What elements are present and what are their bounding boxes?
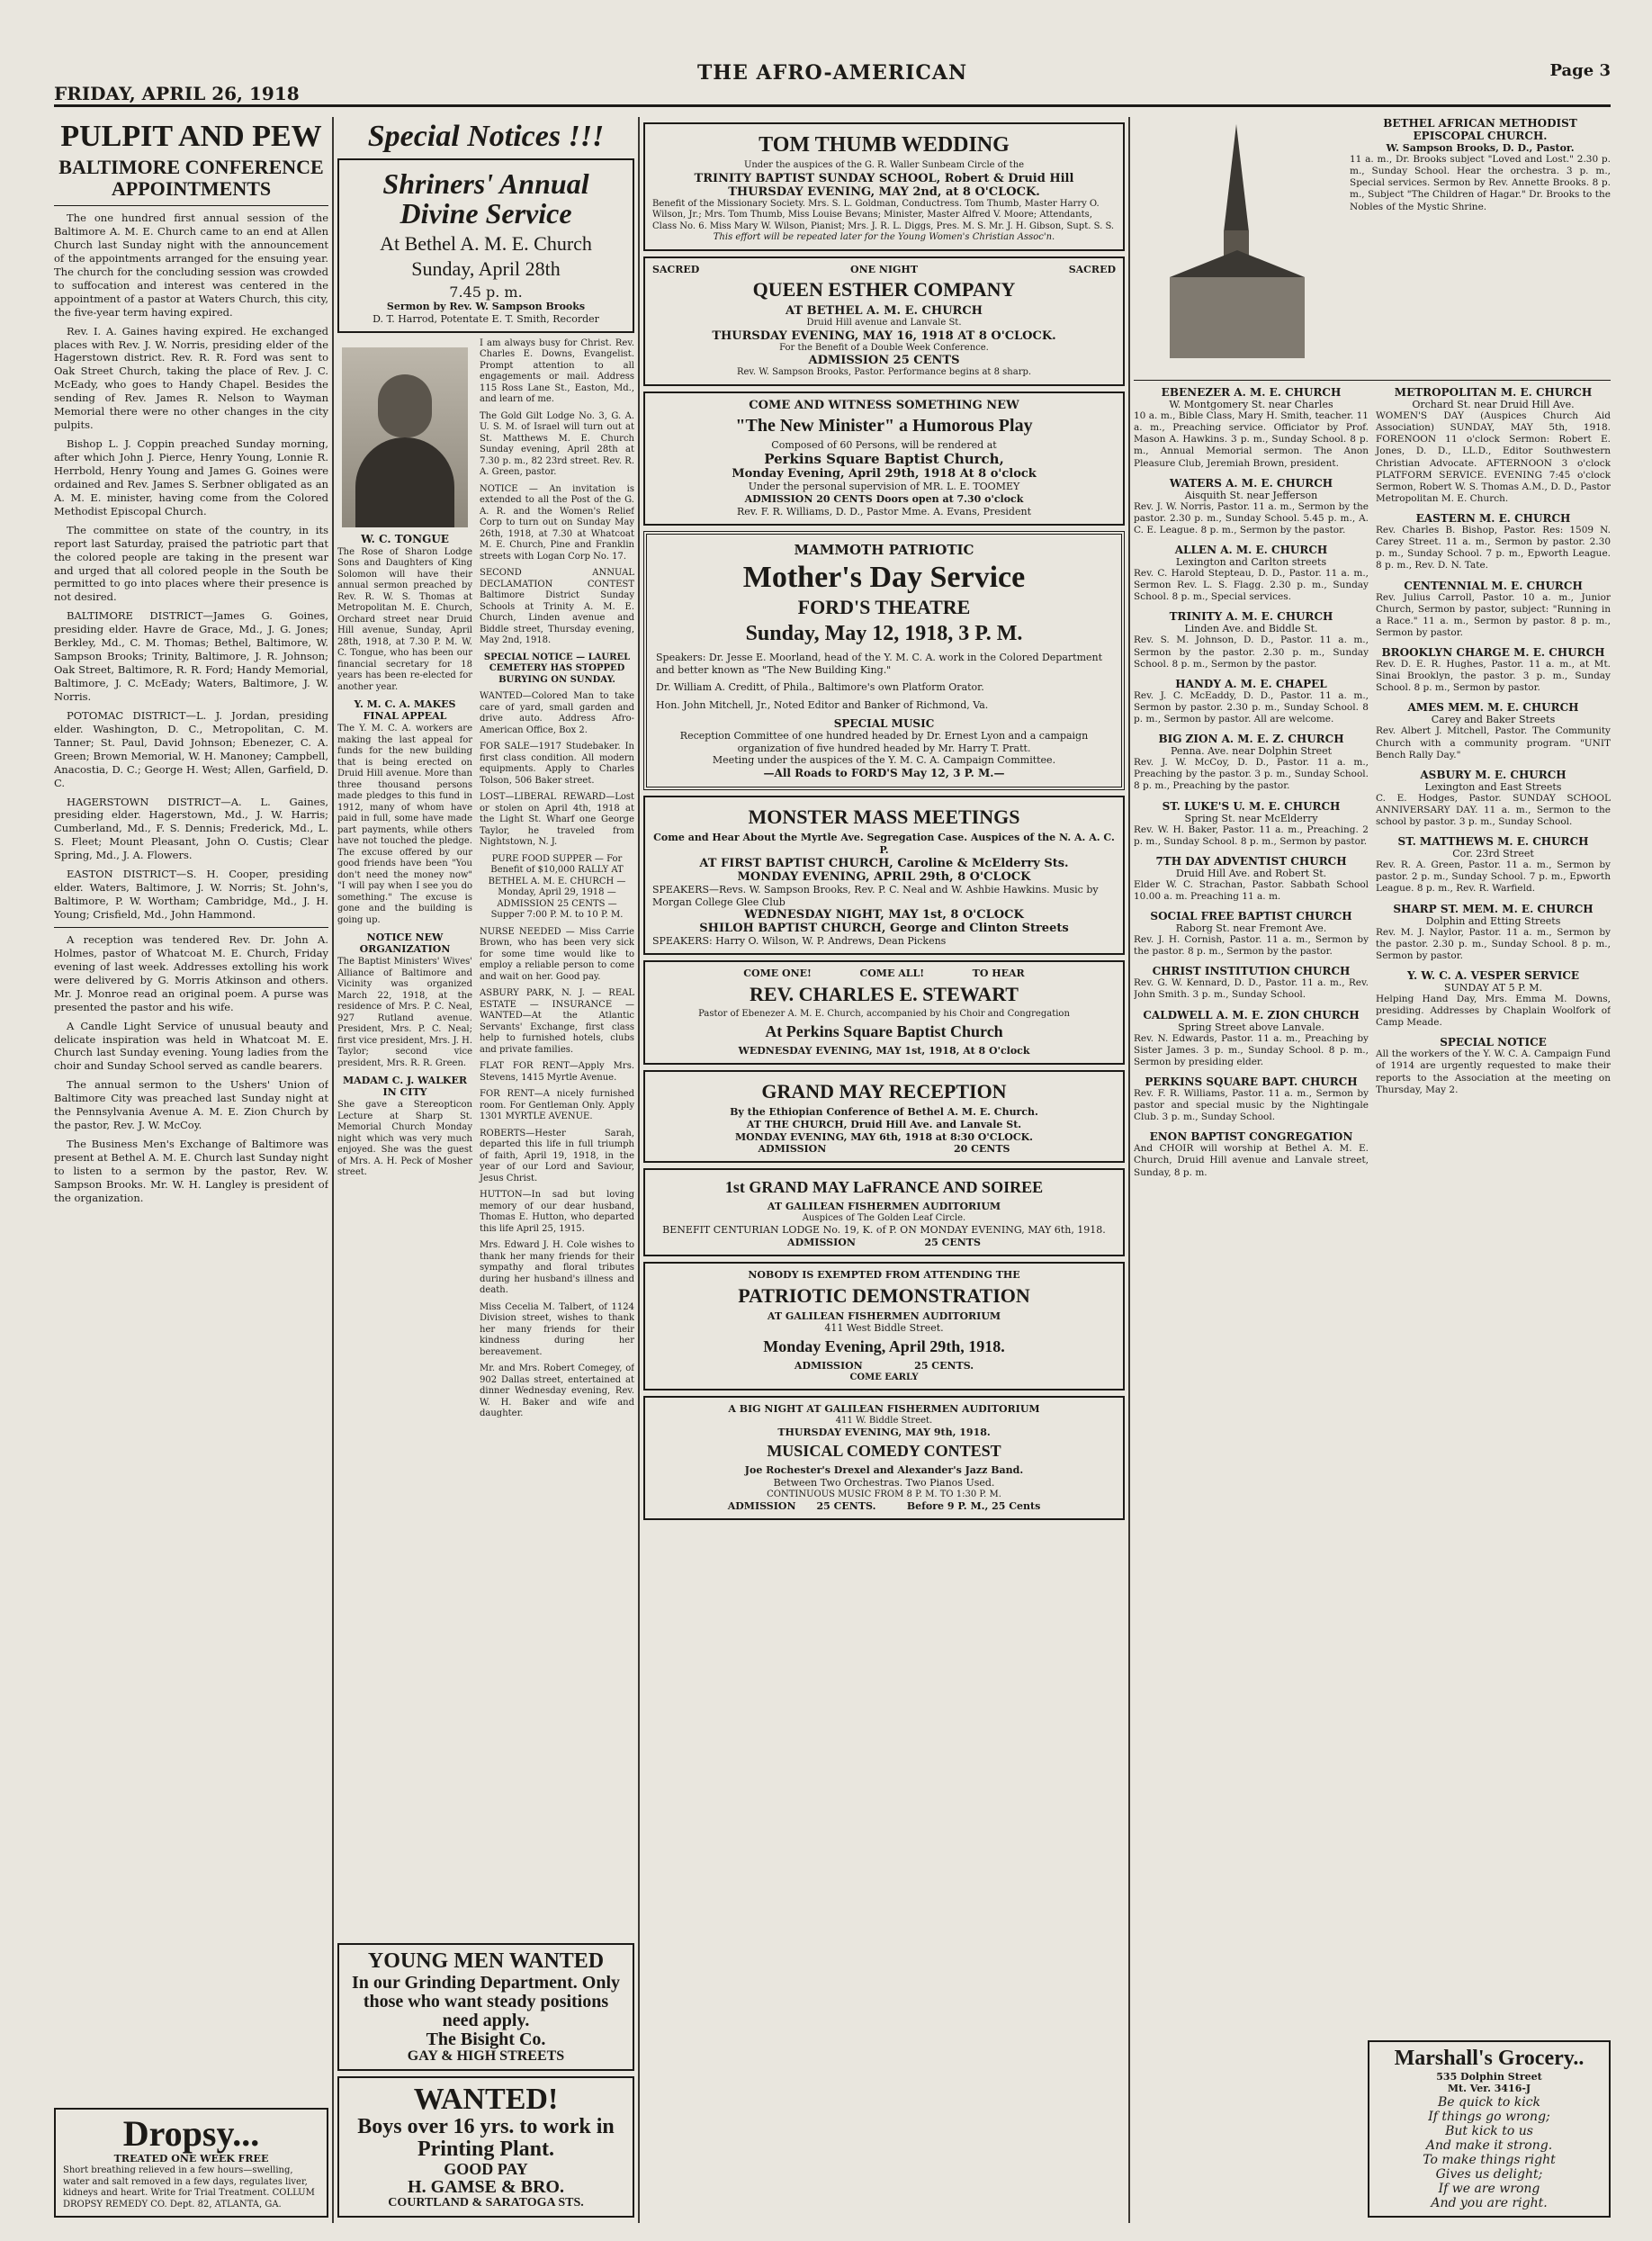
tongue-text: The Rose of Sharon Lodge Sons and Daughters of King Solomon will have their annual sermon preached by Rev. R. W. S. Thomas at Metropolitan M. E. Church, Orchard street near Druid Hill avenue, Sunday, April 28th, 1918, at 7.30 P. M. W. C. Tongue, who has been our financial secretary for 18 years has been re-elected for another year. (337, 546, 472, 692)
patriotic-top: NOBODY IS EXEMPTED FROM ATTENDING THE (748, 1268, 1020, 1281)
grand-may-admission: ADMISSION 20 CENTS (758, 1143, 1010, 1156)
marshall-grocery-ad (1368, 2040, 1611, 2218)
column-divider (1128, 117, 1130, 2223)
verse-line: But kick to us (1445, 2124, 1533, 2138)
church-text: 10 a. m., Bible Class, Mary H. Smith, teacher. 11 a. m., Preaching service. Officiator by Prof. Mason A. Hawkins. 3 p. m., Sunday School. 8 p. m., Annual Memorial sermon. The Anon Pleasure Club, Jeremiah Brown, president. (1134, 410, 1369, 469)
classified: ROBERTS—Hester Sarah, departed this life in full triumph of faith, April 19, 1918, in the year of our Lord and Saviour, Jesus Christ. (480, 1128, 634, 1184)
tom-thumb-title: TOM THUMB WEDDING (759, 133, 1010, 157)
mass-meetings-title: MONSTER MASS MEETINGS (748, 806, 1020, 829)
patriotic-place: AT GALILEAN FISHERMEN AUDITORIUM (767, 1310, 1001, 1322)
classified: FLAT FOR RENT—Apply Mrs. Stevens, 1415 Myrtle Avenue. (480, 1061, 634, 1083)
church-entry (1376, 512, 1611, 572)
notices-subcol-right (480, 338, 634, 1426)
dropsy-title: Dropsy... (122, 2113, 260, 2155)
church-name: Y. W. C. A. VESPER SERVICE (1406, 968, 1580, 982)
portrait-photo (342, 347, 468, 527)
shriners-sermon: Sermon by Rev. W. Sampson Brooks (386, 301, 586, 313)
stewart-date: WEDNESDAY EVENING, MAY 1st, 1918, At 8 O'clock (738, 1045, 1030, 1058)
church-name: WATERS A. M. E. CHURCH (1169, 476, 1333, 490)
church-text: C. E. Hodges, Pastor. SUNDAY SCHOOL ANNIVERSARY DAY. 11 a. m., Sermon to the school by pastor. 3 p. m., Sunday School. (1376, 792, 1611, 827)
issue-date: FRIDAY, APRIL 26, 1918 (54, 83, 300, 104)
mass-meetings-ad (643, 796, 1125, 955)
lafrance-date: BENEFIT CENTURIAN LODGE No. 19, K. of P. ON MONDAY EVENING, MAY 6th, 1918. (662, 1224, 1106, 1237)
church-name: EASTERN M. E. CHURCH (1415, 512, 1571, 525)
classified: NURSE NEEDED — Miss Carrie Brown, who has been very sick for some time would like to employ a reliable person to come and wait on her. Good pay. (480, 926, 634, 982)
column-notices (337, 117, 634, 2223)
big-night-band: Joe Rochester's Drexel and Alexander's Jazz Band. (744, 1464, 1024, 1477)
big-night-ad (643, 1396, 1125, 1520)
grand-may-date: MONDAY EVENING, MAY 6th, 1918 at 8:30 O'CLOCK. (735, 1130, 1033, 1143)
church-text: Rev. J. H. Cornish, Pastor. 11 a. m., Sermon by the pastor. 8 p. m., Sermon by the pastor. (1134, 934, 1369, 958)
church-name: SHARP ST. MEM. M. E. CHURCH (1393, 902, 1594, 915)
mothers-day-top: MAMMOTH PATRIOTIC (794, 541, 974, 558)
classified: The Gold Gilt Lodge No. 3, G. A. U. S. M. of Israel will turn out at St. Matthews M. E. Church Sunday evening, April 28th at 7.30 p. m., 82 23rd street. Rev. R. A. Green, pastor. (480, 410, 634, 478)
church-text: Elder W. C. Strachan, Pastor. Sabbath School 10.00 a. m. Preaching 11 a. m. (1134, 878, 1369, 902)
mass-meetings-place2: SHILOH BAPTIST CHURCH, George and Clinton Streets (699, 922, 1069, 936)
bethel-church (1350, 117, 1611, 367)
classified: HUTTON—In sad but loving memory of our dear husband, Thomas E. Hutton, who departed this life April 25, 1915. (480, 1190, 634, 1234)
church-name: CALDWELL A. M. E. ZION CHURCH (1143, 1008, 1360, 1022)
lafrance-place: AT GALILEAN FISHERMEN AUDITORIUM (767, 1201, 1001, 1212)
stewart-ad (643, 960, 1125, 1065)
tom-thumb-footer: This effort will be repeated later for the Young Women's Christian Assoc'n. (713, 232, 1055, 243)
mothers-day-speaker: Speakers: Dr. Jesse E. Moorland, head of the Y. M. C. A. work in the Colored Department and better known as "The New Building King." (656, 651, 1103, 676)
big-night-music: CONTINUOUS MUSIC FROM 8 P. M. TO 1:30 P. M. (767, 1489, 1001, 1499)
church-text: Rev. C. Harold Stepteau, D. D., Pastor. 11 a. m., Sermon Rev. L. S. Flagg. 2.30 p. m., Sunday School. 8 p. m., Special services. (1134, 568, 1369, 603)
notices-title: Special Notices !!! (367, 120, 605, 153)
patriotic-addr: 411 West Biddle Street. (824, 1322, 944, 1335)
lafrance-title: 1st GRAND MAY LaFRANCE AND SOIREE (724, 1178, 1044, 1197)
young-men-address: GAY & HIGH STREETS (407, 2048, 565, 2064)
church-name: EBENEZER A. M. E. CHURCH (1161, 386, 1342, 399)
classified: NOTICE — An invitation is extended to all the Post of the G. A. R. and the Women's Relief Corp to turn out on Sunday May 26th, 1918, at 7.30 at Whatcoat M. E. Church, Pine and Franklin streets with Logan Corp No. 17. (480, 483, 634, 562)
grand-may-ad (643, 1070, 1125, 1163)
new-minister-dir: Under the personal supervision of MR. L. E. TOOMEY (748, 481, 1020, 493)
column-divider (332, 117, 334, 2223)
church-entry (1134, 1130, 1369, 1178)
church-name: ASBURY M. E. CHURCH (1420, 768, 1567, 781)
wanted-title: WANTED! (413, 2083, 559, 2117)
classified: WANTED—Colored Man to take care of yard, small garden and drive auto. Address Afro-American Office, Box 2. (480, 691, 634, 735)
verse-line: If we are wrong (1438, 2182, 1540, 2196)
paragraph: POTOMAC DISTRICT—L. J. Jordan, presiding elder. Washington, D. C., Metropolitan, C. M. Tanner; St. Paul, David Johnson; Ebenezer, C. A. Green; Brown Memorial, W. H. Manoney; Campbell, Anacostia, D. C.; George H. West; Allen, Garfield, D. C. (54, 708, 328, 789)
marshall-address: 535 Dolphin Street (1436, 2070, 1542, 2083)
church-name: BIG ZION A. M. E. Z. CHURCH (1158, 733, 1344, 746)
classified: Mrs. Edward J. H. Cole wishes to thank her many friends for their sympathy and floral tributes during her husband's illness and death. (480, 1240, 634, 1296)
church-address: Linden Ave. and Biddle St. (1184, 623, 1318, 635)
newspaper-title: THE AFRO-AMERICAN (696, 61, 968, 85)
tom-thumb-church: TRINITY BAPTIST SUNDAY SCHOOL, Robert & Druid Hill (694, 171, 1074, 185)
queen-esther-admission: ADMISSION 25 CENTS (808, 354, 960, 368)
paragraph: The one hundred first annual session of the Baltimore A. M. E. Church came to an end at Allen Church last Sunday night with the announcement of the appointments arranged for the ensuing year. The church for the concluding session was crowded to suffocation and interest was centered in the appointment of a pastor at Waters Church, this city, the five-year term having expired. (54, 212, 328, 319)
church-address: Druid Hill Ave. and Robert St. (1175, 867, 1327, 879)
church-entry (1376, 646, 1611, 694)
tom-thumb-line1: Under the auspices of the G. R. Waller Sunbeam Circle of the (743, 160, 1025, 171)
stewart-title: REV. CHARLES E. STEWART (750, 982, 1019, 1005)
shriners-time: 7.45 p. m. (449, 284, 523, 302)
church-address: Aisquith St. near Jefferson (1184, 489, 1318, 501)
verse-line: To make things right (1423, 2153, 1556, 2167)
mothers-day-ad (643, 531, 1125, 791)
grand-may-title: GRAND MAY RECEPTION (761, 1080, 1007, 1103)
wanted-text: Boys over 16 yrs. to work in Printing Plant. (357, 2115, 615, 2162)
divider (1134, 380, 1611, 381)
paragraph: The Business Men's Exchange of Baltimore was present at Bethel A. M. E. Church last Sunday night to listen to a sermon by the pastor, Rev. W. Sampson Brooks. Mr. W. H. Langley is president of the organization. (54, 1138, 328, 1204)
org-text: The Baptist Ministers' Wives' Alliance of Baltimore and Vicinity was organized March 22, 1918, at the residence of Mrs. P. C. Neal, 927 Rutland avenue. President, Mrs. P. C. Neal; first vice president, Mrs. J. H. Taylor; second vice president, Mrs. R. R. Green. (337, 957, 472, 1068)
queen-esther-right: SACRED (1068, 263, 1116, 275)
church-text: And CHOIR will worship at Bethel A. M. E. Church, Druid Hill avenue and Lanvale street, Sunday, 8 p. m. (1134, 1143, 1369, 1178)
church-name: ST. MATTHEWS M. E. CHURCH (1397, 835, 1589, 849)
paragraph: The committee on state of the country, in its report last Saturday, praised the patriotic part that the colored people are taking in the present war and urged that all colored people in the South be permitted to go into places where their presence is not desired. (54, 523, 328, 604)
new-minister-title: "The New Minister" a Humorous Play (735, 415, 1033, 436)
verse-line: If things go wrong; (1428, 2110, 1550, 2124)
paragraph: BALTIMORE DISTRICT—James G. Goines, presiding elder. Havre de Grace, Md., J. G. Jones; Berkley, Md., C. M. Thomas; Bethel, Baltimore, W. Sampson Brooks; Trinity, Baltimore, J. R. Johnson; Oak Street, Baltimore, R. R. Ford; Handy Memorial, Baltimore, J. C. McEady; Waters, Baltimore, J. W. Norris. (54, 609, 328, 703)
paragraph: Rev. I. A. Gaines having expired. He exchanged places with Rev. J. W. Norris, presiding elder of the Hagerstown district. Rev. R. R. Ford was sent to Oak Street Church, taking the place of Rev. J. C. McEady, who goes to Handy Chapel. Besides the sending of Rev. James R. Nelson to Wayman Memorial there were no other changes in the city pulpits. (54, 324, 328, 432)
big-night-orch: Between Two Orchestras. Two Pianos Used. (773, 1476, 995, 1489)
young-men-ad (337, 1943, 634, 2071)
grand-may-place: AT THE CHURCH, Druid Hill Ave. and Lanvale St. (746, 1118, 1022, 1130)
classified: SECOND ANNUAL DECLAMATION CONTEST Baltimore District Sunday Schools at Trinity A. M. E. Church, Linden avenue and Biddle street, Thursday evening, May 2nd, 1918. (480, 568, 634, 646)
church-entry (1134, 610, 1369, 670)
church-address: Lexington and Carlton streets (1175, 556, 1327, 568)
big-night-contest: MUSICAL COMEDY CONTEST (767, 1442, 1001, 1461)
shriners-date: Sunday, April 28th (411, 257, 561, 281)
queen-esther-top: ONE NIGHT (849, 263, 919, 275)
verse-line: And make it strong. (1425, 2138, 1553, 2153)
bethel-name: BETHEL AFRICAN METHODIST EPISCOPAL CHURCH. (1383, 117, 1577, 142)
marshall-phone: Mt. Ver. 3416-J (1447, 2083, 1531, 2095)
church-entry (1134, 678, 1369, 725)
mass-meetings-sub: Come and Hear About the Myrtle Ave. Segregation Case. Auspices of the N. A. A. C. P. (653, 832, 1115, 857)
church-name: ENON BAPTIST CONGREGATION (1149, 1130, 1353, 1144)
church-entry (1134, 965, 1369, 1001)
marshall-verse (1377, 2095, 1602, 2210)
shriners-place: At Bethel A. M. E. Church (380, 231, 592, 255)
stewart-sub: Pastor of Ebenezer A. M. E. Church, accompanied by his Choir and Congregation (698, 1008, 1070, 1019)
new-minister-line: Composed of 60 Persons, will be rendered at (771, 438, 997, 451)
patriotic-date: Monday Evening, April 29th, 1918. (763, 1337, 1005, 1356)
tom-thumb-detail: Benefit of the Missionary Society. Mrs. S. L. Goldman, Conductress. Tom Thumb, Master Harry O. Wilson, Jr.; Mrs. Tom Thumb, Miss Louise Bevans; Minister, Master Alfred V. Moore; Attendants, Class No. 6. Miss Mary W. Wilson, Pianist; Mrs. J. R. L. Diggs, Pres. M. S. Mr. J. H. Gibson, Supt. S. S. (652, 198, 1115, 231)
stewart-place: At Perkins Square Baptist Church (765, 1022, 1003, 1041)
lafrance-ad (643, 1168, 1125, 1256)
church-text: Helping Hand Day, Mrs. Emma M. Downs, presiding. Addresses by Chaplain Woolfork of Camp Meade. (1376, 993, 1611, 1029)
church-listings-right (1376, 386, 1611, 1186)
big-night-addr: 411 W. Biddle Street. (835, 1415, 933, 1426)
ymca-head: Y. M. C. A. MAKES FINAL APPEAL (354, 698, 456, 723)
lafrance-auspices: Auspices of The Golden Leaf Circle. (802, 1212, 966, 1223)
church-name: SOCIAL FREE BAPTIST CHURCH (1150, 910, 1352, 922)
church-text: Rev. R. A. Green, Pastor. 11 a. m., Sermon by pastor. 2 p. m., Sunday School. 7 p. m., Epworth League. 8 p. m., Rev. R. Warfield. (1376, 860, 1611, 895)
church-address: Orchard St. near Druid Hill Ave. (1412, 399, 1575, 410)
big-night-title: A BIG NIGHT AT GALILEAN FISHERMEN AUDITORIUM (728, 1403, 1040, 1416)
church-entry (1134, 544, 1369, 603)
queen-esther-pastor: Rev. W. Sampson Brooks, Pastor. Performance begins at 8 sharp. (736, 367, 1032, 378)
new-minister-admission: ADMISSION 20 CENTS Doors open at 7.30 o'clock (744, 493, 1024, 506)
church-text: Rev. J. W. McCoy, D. D., Pastor. 11 a. m., Preaching by the pastor. 3 p. m., Sunday School. 8 p. m., Preaching by the pastor. (1134, 757, 1369, 792)
church-entry (1376, 386, 1611, 505)
article-body (54, 212, 328, 1205)
grand-may-sub: By the Ethiopian Conference of Bethel A. M. E. Church. (730, 1106, 1038, 1119)
notices-subcol-left (337, 338, 472, 1426)
church-text: Rev. M. J. Naylor, Pastor. 11 a. m., Sermon by the pastor. 2.30 p. m., Sunday School. 8 p. m., Sermon by pastor. (1376, 926, 1611, 961)
church-address: Dolphin and Etting Streets (1425, 914, 1561, 927)
walker-text: She gave a Stereopticon Lecture at Sharp St. Memorial Church Monday night which was very much enjoyed. She was the guest of Mrs. A. H. Peck of Mosher street. (337, 1100, 472, 1178)
org-head: NOTICE NEW ORGANIZATION (359, 932, 451, 956)
church-address: Spring St. near McElderry (1184, 812, 1318, 824)
young-men-text: In our Grinding Department. Only those who want steady positions need apply. (352, 1972, 620, 2030)
classified: FOR RENT—A nicely furnished room. For Gentleman Only. Apply 1301 MYRTLE AVENUE. (480, 1089, 634, 1122)
column-divider (638, 117, 640, 2223)
paragraph: A reception was tendered Rev. Dr. John A. Holmes, pastor of Whatcoat M. E. Church, Friday evening of last week. Addresses extolling his work were delivered by G. Morris Atkinson and others. Mr. J. Monroe read an original poem. A purse was presented the pastor and his wife. (54, 932, 328, 1013)
new-minister-ad (643, 392, 1125, 526)
church-name: METROPOLITAN M. E. CHURCH (1394, 386, 1593, 399)
mass-meetings-speakers2: SPEAKERS: Harry O. Wilson, W. P. Andrews, Dean Pickens (652, 935, 947, 948)
church-entry (1134, 386, 1369, 470)
queen-esther-place: AT BETHEL A. M. E. CHURCH (786, 304, 983, 319)
classified: FOR SALE—1917 Studebaker. In first class condition. All modern equipments. Apply to Charles Tolson, 506 Baker street. (480, 742, 634, 786)
masthead-rule (54, 104, 1611, 107)
church-text: Rev. S. M. Johnson, D. D., Pastor. 11 a. m., Sermon by the pastor. 2.30 p. m., Sunday School. 8 p. m., Sermon by the pastor. (1134, 634, 1369, 670)
church-entry (1134, 910, 1369, 958)
paragraph: Bishop L. J. Coppin preached Sunday morning, after which John J. Pierce, Henry Young, Lonnie R. Herrbold, Henry Young and James G. Goines were ordained and Rev. James S. Serbner obligated as an A. M. E. minister, having come from the Colored Methodist Episcopal Church. (54, 437, 328, 518)
church-address: Cor. 23rd Street (1452, 848, 1534, 860)
church-text: Rev. Albert J. Mitchell, Pastor. The Community Church with a community program. "UNIT Bench Rally Day." (1376, 725, 1611, 760)
mass-meetings-speakers1: SPEAKERS—Revs. W. Sampson Brooks, Rev. P. C. Neal and W. Ashbie Hawkins. Music by Morgan College Glee Club (652, 883, 1099, 908)
bethel-section (1134, 117, 1611, 374)
church-entry (1134, 855, 1369, 903)
mothers-day-special: SPECIAL MUSIC (833, 716, 935, 730)
col2-bottom-ads (337, 1938, 634, 2223)
church-entry (1376, 969, 1611, 1029)
big-night-admission: ADMISSION 25 CENTS. Before 9 P. M., 25 Cents (727, 1500, 1041, 1513)
column-events (643, 117, 1125, 2223)
paragraph: A Candle Light Service of unusual beauty and delicate inspiration was held in Whatcoat M. E. Church last Sunday evening. Young ladies from the choir and Sunday School served as candle bearers. (54, 1019, 328, 1073)
church-entry (1376, 580, 1611, 640)
walker-head: MADAM C. J. WALKER IN CITY (342, 1075, 468, 1099)
new-minister-footer: Rev. F. R. Williams, D. D., Pastor Mme. A. Evans, President (737, 505, 1031, 518)
queen-esther-left: SACRED (652, 263, 700, 275)
church-entry (1376, 903, 1611, 962)
classified: ASBURY PARK, N. J. — REAL ESTATE — INSURANCE — WANTED—At the Atlantic Servants' Exchange, first class help to furnished hotels, clubs and private families. (480, 988, 634, 1055)
column-church-directory (1134, 117, 1611, 2223)
classified: LOST—LIBERAL REWARD—Lost or stolen on April 4th, 1918 at the Light St. Wharf one George Taylor, he traveled from Nightstown, N. J. (480, 792, 634, 848)
church-name: HANDY A. M. E. CHAPEL (1175, 677, 1327, 690)
divider (54, 927, 328, 928)
ymca-text: The Y. M. C. A. workers are making the last appeal for funds for the new building that is being erected on Druid Hill avenue. More than three thousand persons made pledges to this fund in 1912, many of whom have paid in full, some have made part payments, while others have not touched the pledge. The excuse offered by our good friends have been "You don't need the money now" "I will pay when I see you do something." The excuse is gone and the building is going up. (337, 724, 472, 925)
mothers-day-committee: Reception Committee of one hundred headed by Dr. Ernest Lyon and a campaign organization of five hundred headed by Mr. Harry T. Pratt. (679, 729, 1089, 754)
church-text: WOMEN'S DAY (Auspices Church Aid Association) SUNDAY, MAY 5th, 1918. FORENOON 11 o'clock Sermon: Robert E. Jones, D. D., LL.D., Editor Southwestern Christian Advocate. AFTERNOON 3 o'clock PLATFORM SERVICE. EVENING 7:45 o'clock Sermon, Robert W. S. Thomas A.M., D. D., Pastor Metropolitan M. E. Church. (1376, 410, 1611, 504)
church-entry (1134, 1009, 1369, 1068)
church-name: BROOKLYN CHARGE M. E. CHURCH (1381, 646, 1605, 659)
church-entry (1376, 769, 1611, 828)
church-entry (1376, 701, 1611, 760)
church-address: Spring Street above Lanvale. (1178, 1021, 1324, 1033)
mass-meetings-date1: MONDAY EVENING, APRIL 29th, 8 O'CLOCK (737, 869, 1031, 884)
notices-split (337, 338, 634, 1426)
church-name: SPECIAL NOTICE (1440, 1036, 1547, 1049)
queen-esther-title: QUEEN ESTHER COMPANY (752, 277, 1016, 301)
mass-meetings-date2: WEDNESDAY NIGHT, MAY 1st, 8 O'CLOCK (744, 908, 1024, 922)
classified: Mr. and Mrs. Robert Comegey, of 902 Dallas street, entertained at dinner Wednesday evening, Rev. W. H. Baker and wife and daughter. (480, 1364, 634, 1419)
verse-line: Gives us delight; (1435, 2167, 1543, 2182)
page-number: Page 3 (1549, 61, 1611, 80)
wanted-pay: GOOD PAY (444, 2160, 528, 2179)
big-night-date: THURSDAY EVENING, MAY 9th, 1918. (777, 1426, 991, 1439)
queen-esther-addr: Druid Hill avenue and Lanvale St. (806, 318, 962, 328)
dropsy-text: Short breathing relieved in a few hours—swelling, water and salt removed in a few days, regulates liver, kidneys and heart. Write for Trial Treatment. COLLUM DROPSY REMEDY CO. Dept. 82, ATLANTA, GA. (63, 2165, 315, 2210)
patriotic-footer: COME EARLY (849, 1372, 919, 1382)
verse-line: And you are right. (1431, 2196, 1548, 2210)
church-text: Rev. J. W. Norris, Pastor. 11 a. m., Sermon by the pastor. 2.30 p. m., Sunday School. 5.45 p. m., A. C. E. League. 8 p. m., Sermon by the pastor. (1134, 500, 1369, 536)
pulpit-headline: PULPIT AND PEW (60, 120, 322, 153)
young-men-title: YOUNG MEN WANTED (367, 1949, 605, 1974)
church-address: Penna. Ave. near Dolphin Street (1170, 745, 1333, 758)
shriners-names: D. T. Harrod, Potentate E. T. Smith, Recorder (373, 313, 599, 325)
dropsy-sub: TREATED ONE WEEK FREE (113, 2153, 269, 2165)
queen-esther-benefit: For the Benefit of a Double Week Conference. (779, 342, 989, 353)
stewart-top: COME ONE! COME ALL! TO HEAR (743, 968, 1025, 980)
new-minister-place: Perkins Square Baptist Church, (764, 451, 1004, 468)
paragraph: The annual sermon to the Ushers' Union of Baltimore City was preached last Sunday night at the Pennsylvania Avenue A. M. E. Zion Church by the pastor, Rev. J. W. McCoy. (54, 1078, 328, 1132)
patriotic-title: PATRIOTIC DEMONSTRATION (738, 1283, 1030, 1307)
mothers-day-auspices: Meeting under the auspices of the Y. M. C. A. Campaign Committee. (712, 754, 1056, 767)
church-text: Rev. Charles B. Bishop, Pastor. Res: 1509 N. Carey Street. 11 a. m., Sermon by pastor. 2.30 p. m., Sunday School. 7 p. m., Epworth League. 8 p. m., Rev. D. N. Tate. (1376, 525, 1611, 572)
mothers-day-date: Sunday, May 12, 1918, 3 P. M. (745, 622, 1023, 646)
church-name: ST. LUKE'S U. M. E. CHURCH (1162, 799, 1341, 813)
mothers-day-speaker: Dr. William A. Creditt, of Phila., Baltimore's own Platform Orator. (656, 681, 984, 694)
tom-thumb-ad (643, 122, 1125, 251)
church-text: Rev. J. C. McEaddy, D. D., Pastor. 11 a. m., Sermon by pastor. 2.30 p. m., Sunday School. 8 p. m., Sermon by pastor. All are welcome. (1134, 689, 1369, 724)
church-text: Rev. W. H. Baker, Pastor. 11 a. m., Preaching. 2 p. m., Sunday School. 8 p. m., Sermon by pastor. (1134, 824, 1369, 847)
church-address: SUNDAY AT 5 P. M. (1443, 981, 1543, 994)
new-minister-date: Monday Evening, April 29th, 1918 At 8 o'clock (732, 467, 1037, 482)
classified: Miss Cecelia M. Talbert, of 1124 Division street, wishes to thank her many friends for their kindness during her bereavement. (480, 1301, 634, 1357)
church-entry (1134, 477, 1369, 536)
classified: SPECIAL NOTICE — LAUREL CEMETERY HAS STOPPED BURYING ON SUNDAY. (483, 652, 631, 685)
church-text: All the workers of the Y. W. C. A. Campaign Fund of 1914 are urgently requested to make their reports to the Association at the meeting on Thursday, May 2. (1376, 1048, 1611, 1095)
church-entry (1134, 800, 1369, 848)
shriners-title: Shriners' Annual Divine Service (382, 166, 589, 230)
young-men-company: The Bisight Co. (426, 2029, 546, 2049)
church-entry (1376, 1036, 1611, 1096)
mothers-day-title: Mother's Day Service (742, 560, 1026, 594)
queen-esther-banner (652, 264, 1116, 275)
church-name: PERKINS SQUARE BAPT. CHURCH (1145, 1075, 1358, 1088)
church-entry (1134, 1076, 1369, 1123)
church-address: Raborg St. near Fremont Ave. (1175, 922, 1327, 934)
paragraph: HAGERSTOWN DISTRICT—A. L. Gaines, presiding elder. Hagerstown, Md., J. W. Harris; Cumberland, Md., F. S. Dennis; Frederick, Md., L. S. Fleet; Mount Pleasant, John O. Custis; Clear Spring, Md., J. A. Flowers. (54, 795, 328, 862)
church-address: W. Montgomery St. near Charles (1169, 399, 1333, 410)
church-text: Rev. D. E. R. Hughes, Pastor. 11 a. m., at Mt. Sinai Brooklyn, the pastor. 3 p. m., Sunday School. 8 p. m., Sermon by pastor. (1376, 659, 1611, 694)
church-listings-left (1134, 386, 1369, 1186)
tom-thumb-date: THURSDAY EVENING, MAY 2nd, at 8 O'CLOCK. (728, 184, 1040, 199)
church-name: AMES MEM. M. E. CHURCH (1407, 701, 1579, 715)
church-name: ALLEN A. M. E. CHURCH (1174, 544, 1328, 556)
paragraph: EASTON DISTRICT—S. H. Cooper, presiding elder. Waters, Baltimore, J. W. Norris; St. John's, Baltimore, P. W. Wortham; Cambridge, Md., J. H. Young; Crisfield, Md., John Hammond. (54, 868, 328, 921)
lafrance-admission: ADMISSION 25 CENTS (787, 1237, 981, 1248)
column-pulpit-and-pew (54, 117, 328, 2223)
bethel-text: 11 a. m., Dr. Brooks subject "Loved and Lost." 2.30 p. m., Sunday School. Hear the orchestra. 3 p. m., Special services. Sermon by Rev. Annette Brooks. 8 p. m., Subject "The Children of Hagar." Dr. Brooks to the Nobles of the Mystic Shrine. (1350, 154, 1611, 212)
patriotic-admission: ADMISSION 25 CENTS. (794, 1359, 974, 1372)
church-name: CENTENNIAL M. E. CHURCH (1404, 579, 1583, 592)
bethel-pastor: W. Sampson Brooks, D. D., Pastor. (1386, 142, 1575, 154)
church-illustration (1134, 124, 1341, 367)
church-entry (1134, 733, 1369, 792)
mothers-day-place: FORD'S THEATRE (797, 596, 971, 619)
church-text: Rev. F. R. Williams, Pastor. 11 a. m., Sermon by pastor and special music by the Nightingale Club. 3 p. m., Sunday School. (1134, 1087, 1369, 1123)
church-name: TRINITY A. M. E. CHURCH (1169, 610, 1333, 624)
church-text: Rev. G. W. Kennard, D. D., Pastor. 11 a. m., Rev. John Smith. 3 p. m., Sunday School. (1134, 977, 1369, 1001)
church-name: CHRIST INSTITUTION CHURCH (1152, 965, 1351, 978)
shriners-notice (337, 158, 634, 333)
masthead (54, 45, 1611, 108)
church-name: 7TH DAY ADVENTIST CHURCH (1155, 854, 1347, 868)
conference-subhead: BALTIMORE CONFERENCE APPOINTMENTS (58, 155, 324, 200)
church-listings (1134, 386, 1611, 1186)
queen-esther-date: THURSDAY EVENING, MAY 16, 1918 AT 8 O'CLOCK. (712, 328, 1056, 343)
patriotic-ad (643, 1262, 1125, 1390)
dropsy-ad (54, 2108, 328, 2218)
verse-line: Be quick to kick (1437, 2095, 1541, 2110)
mothers-day-speaker: Hon. John Mitchell, Jr., Noted Editor and Banker of Richmond, Va. (656, 699, 989, 712)
photo-caption: W. C. TONGUE (361, 532, 449, 545)
wanted-address: COURTLAND & SARATOGA STS. (388, 2196, 584, 2210)
church-address: Lexington and East Streets (1424, 780, 1562, 793)
classified: I am always busy for Christ. Rev. Charles E. Downs, Evangelist. Prompt attention to all engagements or mail. Address 115 Ross Lane St., Easton, Md., and learn of me. (480, 338, 634, 405)
wanted-company: H. GAMSE & BRO. (408, 2177, 564, 2198)
church-text: Rev. N. Edwards, Pastor. 11 a. m., Preaching by Sister James. 3 p. m., Sunday School. 8 p. m., Sermon by presiding elder. (1134, 1032, 1369, 1067)
wanted-ad (337, 2076, 634, 2218)
new-minister-top: COME AND WITNESS SOMETHING NEW (749, 398, 1019, 412)
mothers-day-footer: —All Roads to FORD'S May 12, 3 P. M.— (763, 767, 1005, 780)
divider (54, 205, 328, 206)
queen-esther-ad (643, 256, 1125, 386)
marshall-title: Marshall's Grocery.. (1394, 2047, 1585, 2071)
church-address: Carey and Baker Streets (1431, 714, 1556, 726)
church-entry (1376, 835, 1611, 895)
classified: PURE FOOD SUPPER — For Benefit of $10,000 RALLY AT BETHEL A. M. E. CHURCH — Monday, April 29, 1918 — ADMISSION 25 CENTS — Supper 7:00 P. M. to 10 P. M. (488, 853, 626, 921)
church-text: Rev. Julius Carroll, Pastor. 10 a. m., Junior Church, Sermon by pastor, subject: "Running in a Race." 11 a. m., Sermon by pastor. 8 p. m., Sermon by pastor. (1376, 591, 1611, 638)
mass-meetings-place1: AT FIRST BAPTIST CHURCH, Caroline & McElderry Sts. (699, 856, 1069, 870)
